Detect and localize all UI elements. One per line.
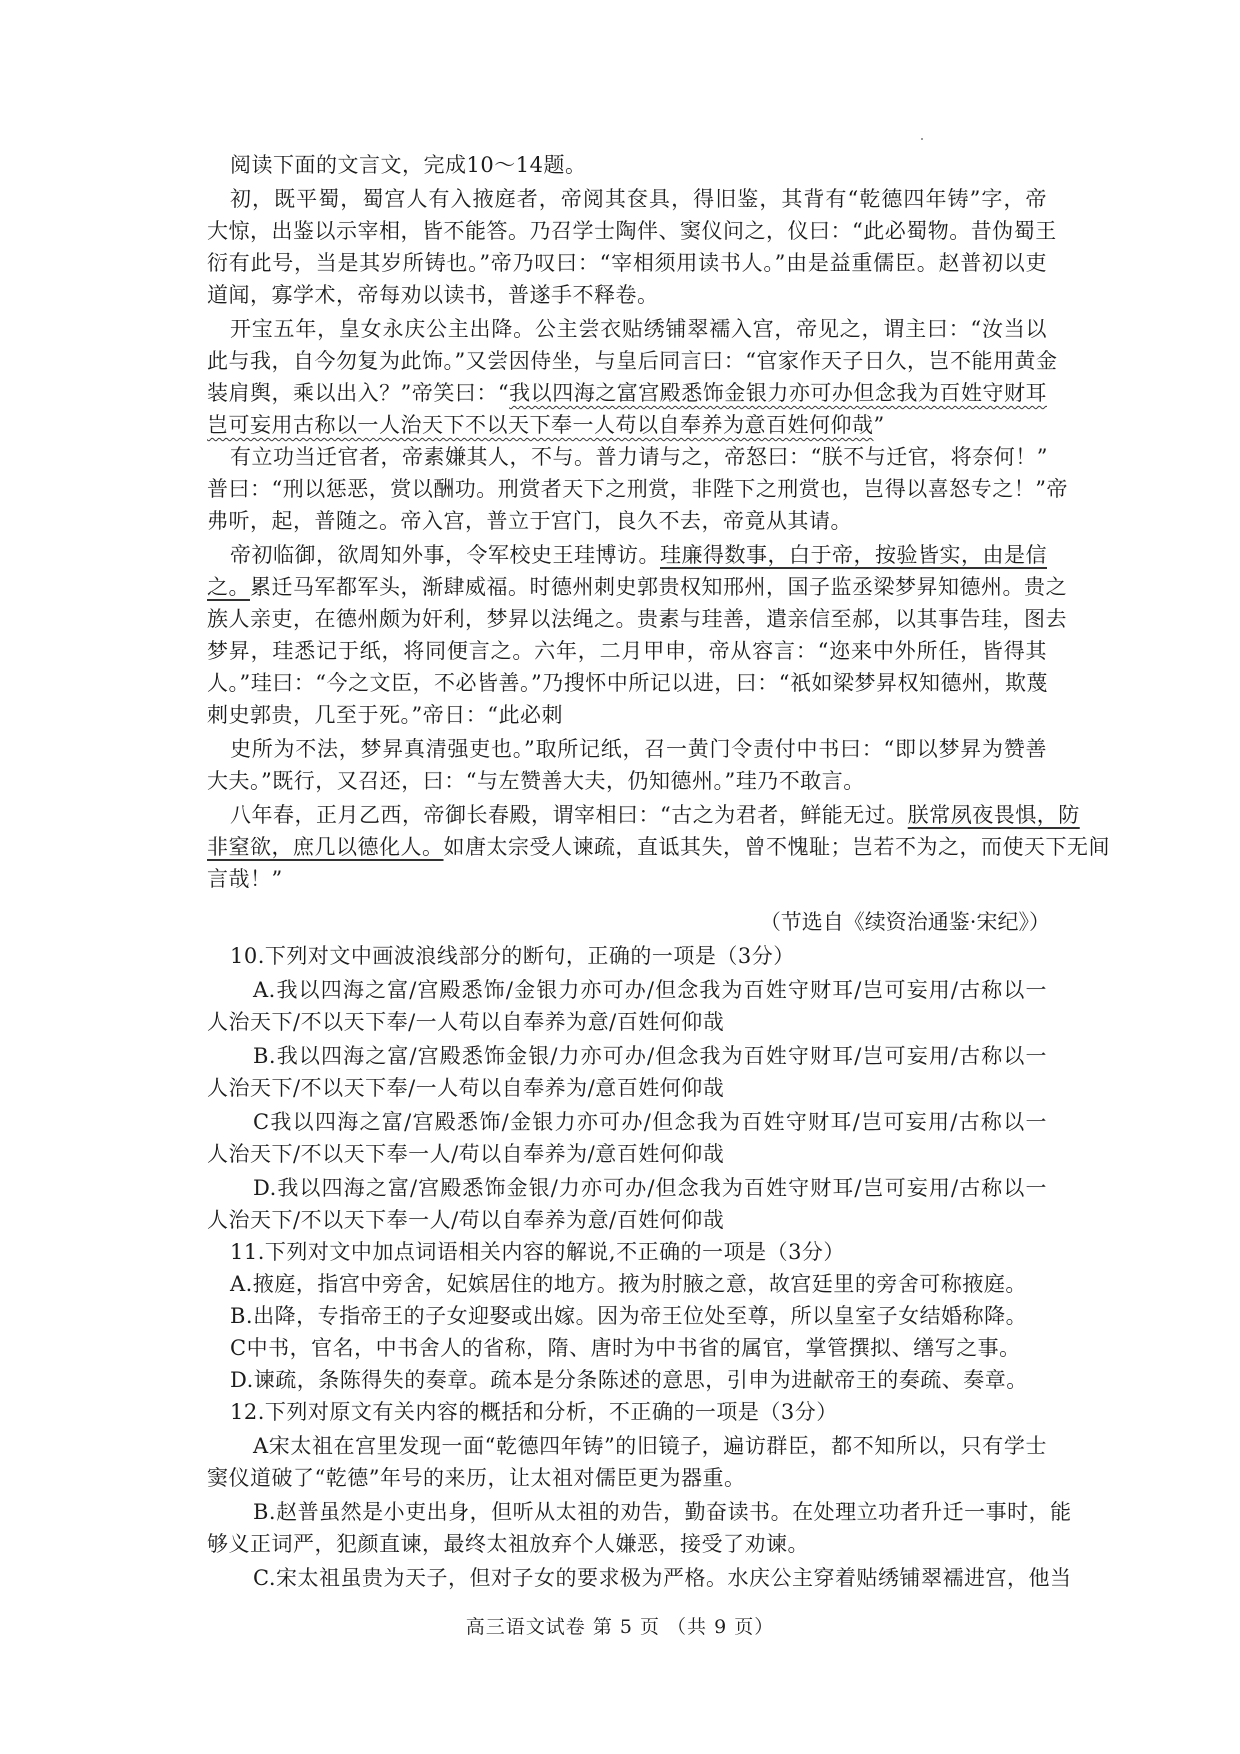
passage-line [207, 831, 1110, 863]
underlined-sentence: 珪廉得数事，白于帝，按验皆实，由是信 [660, 543, 1047, 567]
passage-line: 人。”珪曰：“今之文臣，不必皆善。”乃搜怀中所记以进，曰：“祇如梁梦昇权知德州，欺蔑 [207, 671, 1048, 695]
question-12-option-c: C.宋太祖虽贵为天子，但对子女的要求极为严格。水庆公主穿着贴绣铺翠襦进宫，他当 [253, 1566, 1072, 1590]
question-10-option-c: 人治天下/不以天下奉一人/苟以自奉养为/意百姓何仰哉 [207, 1142, 725, 1166]
passage-line: 衍有此号，当是其岁所铸也。”帝乃叹曰：“宰相须用读书人。”由是益重儒臣。赵普初以吏 [207, 251, 1047, 275]
passage-line: 普曰：“刑以惩恶，赏以酬功。刑赏者天下之刑赏，非陛下之刑赏也，岂得以喜怒专之！”帝 [207, 477, 1068, 501]
question-11-option-d: D.谏疏，条陈得失的奏章。疏本是分条陈述的意思，引申为进献帝王的奏疏、奏章。 [230, 1368, 1028, 1392]
passage-line: 大夫。”既行，又召还，曰：“与左赞善大夫，仍知德州。”珪乃不敢言。 [207, 769, 865, 793]
passage-text: 如唐太宗受人谏疏，直诋其失，曾不愧耻；岂若不为之，而使天下无间 [443, 835, 1110, 859]
underlined-sentence: 非窒欲，庶几以德化人。 [207, 835, 444, 859]
passage-line: 有立功当迁官者，帝素嫌其人，不与。普力请与之，帝怒曰：“朕不与迁官，将奈何！” [230, 445, 1048, 469]
page-footer: 高三语文试卷 第 5 页 （共 9 页） [465, 1616, 775, 1638]
question-10-option-d: D.我以四海之富/宫殿悉饰金银/力亦可办/但念我为百姓守财耳/岂可妄用/古称以一 [253, 1176, 1047, 1200]
scan-speck [921, 138, 923, 140]
question-10-option-c: C我以四海之富/宫殿悉饰/金银力亦可办/但念我为百姓守财耳/岂可妄用/古称以一 [253, 1110, 1047, 1134]
question-10-option-b: 人治天下/不以天下奉/一人苟以自奉养为/意百姓何仰哉 [207, 1076, 725, 1100]
question-12-option-a: 窦仪道破了“乾德”年号的来历，让太祖对儒臣更为器重。 [207, 1466, 746, 1490]
question-12-option-b: 够义正词严，犯颜直谏，最终太祖放弃个人嫌恶，接受了劝谏。 [207, 1532, 809, 1556]
passage-text: 装肩舆，乘以出入？”帝笑曰：“ [207, 381, 510, 405]
wavy-underlined-text: 岂可妄用古称以一人治天下不以天下奉一人苟以自奉养为意百姓何仰哉 [207, 413, 874, 437]
passage-line: 初，既平蜀，蜀宫人有入掖庭者，帝阅其奁具，得旧鉴，其背有“乾德四年铸”字，帝 [230, 187, 1047, 211]
passage-text: 累迁马军都军头，渐肆威福。时德州刺史郭贵权知邢州，国子监丞梁梦昇知德州。贵之 [250, 575, 1067, 599]
question-12-option-b: B.赵普虽然是小吏出身，但听从太祖的劝告，勤奋读书。在处理立功者升迁一事时，能 [253, 1500, 1072, 1524]
passage-line: 此与我，自今勿复为此饰。”又尝因侍坐，与皇后同言曰：“官家作天子日久，岂不能用黄金 [207, 349, 1058, 373]
passage-line: 刺史郭贵，几至于死。”帝日：“此必刺 [207, 703, 563, 727]
passage-source: （节选自《续资治通鉴·宋纪》） [759, 910, 1050, 934]
question-11-option-b: B.出降，专指帝王的子女迎娶或出嫁。因为帝王位处至尊，所以皇室子女结婚称降。 [230, 1304, 1028, 1328]
underlined-sentence: 之。 [207, 575, 250, 599]
passage-line: 梦昇，珪悉记于纸，将同便言之。六年，二月甲申，帝从容言：“迩来中外所任，皆得其 [207, 639, 1047, 663]
passage-line: 族人亲吏，在德州颇为奸利，梦昇以法绳之。贵素与珪善，遣亲信至郝，以其事告珪，图去 [207, 607, 1067, 631]
passage-line [230, 539, 1047, 571]
passage-line [207, 571, 1067, 603]
passage-text: 八年春，正月乙西，帝御长春殿，谓宰相曰：“古之为君者，鲜能无过。 [230, 803, 908, 827]
passage-line [207, 377, 1047, 409]
passage-line: 言哉！” [207, 867, 283, 891]
question-12: 12.下列对原文有关内容的概括和分析，不正确的一项是（3分） [230, 1400, 838, 1424]
passage-text: 帝初临御，欲周知外事，令军校史王珪博访。 [230, 543, 660, 567]
question-10-option-d: 人治天下/不以天下奉一人/苟以自奉养为意/百姓何仰哉 [207, 1208, 725, 1232]
question-12-option-a: A宋太祖在宫里发现一面“乾德四年铸”的旧镜子，遍访群臣，都不知所以，只有学士 [253, 1434, 1047, 1458]
underlined-sentence: 朕常夙夜畏惧，防 [907, 803, 1080, 827]
passage-text: ” [873, 413, 885, 437]
passage-line [207, 409, 1047, 441]
question-11: 11.下列对文中加点词语相关内容的解说,不正确的一项是（3分） [230, 1240, 845, 1264]
passage-line: 开宝五年，皇女永庆公主出降。公主尝衣贴绣铺翠襦入宫，帝见之，谓主曰：“汝当以 [230, 317, 1047, 341]
passage-line: 大惊，出鉴以示宰相，皆不能答。乃召学士陶伴、窦仪问之，仪曰：“此必蜀物。昔伪蜀王 [207, 219, 1057, 243]
question-10-option-b: B.我以四海之富/宫殿悉饰金银/力亦可办/但念我为百姓守财耳/岂可妄用/古称以一 [253, 1044, 1047, 1068]
reading-instruction: 阅读下面的文言文，完成10～14题。 [230, 153, 587, 177]
question-10-option-a: A.我以四海之富/宫殿悉饰/金银力亦可办/但念我为百姓守财耳/岂可妄用/古称以一 [253, 978, 1047, 1002]
question-10: 10.下列对文中画波浪线部分的断句，正确的一项是（3分） [230, 944, 795, 968]
question-10-option-a: 人治天下/不以天下奉/一人苟以自奉养为意/百姓何仰哉 [207, 1010, 725, 1034]
question-11-option-a: A.掖庭，指宫中旁舍，妃嫔居住的地方。掖为肘腋之意，故宫廷里的旁舍可称掖庭。 [230, 1272, 1027, 1296]
passage-line: 史所为不法，梦昇真清强吏也。”取所记纸，召一黄门令责付中书曰：“即以梦昇为赞善 [230, 737, 1047, 761]
wavy-underlined-text: 我以四海之富宫殿悉饰金银力亦可办但念我为百姓守财耳 [509, 381, 1047, 405]
passage-line [230, 799, 1080, 831]
passage-line: 道闻，寡学术，帝每劝以读书，普遂手不释卷。 [207, 283, 659, 307]
question-11-option-c: C中书，官名，中书舍人的省称，隋、唐时为中书省的属官，掌管撰拟、缮写之事。 [230, 1336, 1021, 1360]
passage-line: 弗听，起，普随之。帝入宫，普立于宫门，良久不去，帝竟从其请。 [207, 509, 852, 533]
